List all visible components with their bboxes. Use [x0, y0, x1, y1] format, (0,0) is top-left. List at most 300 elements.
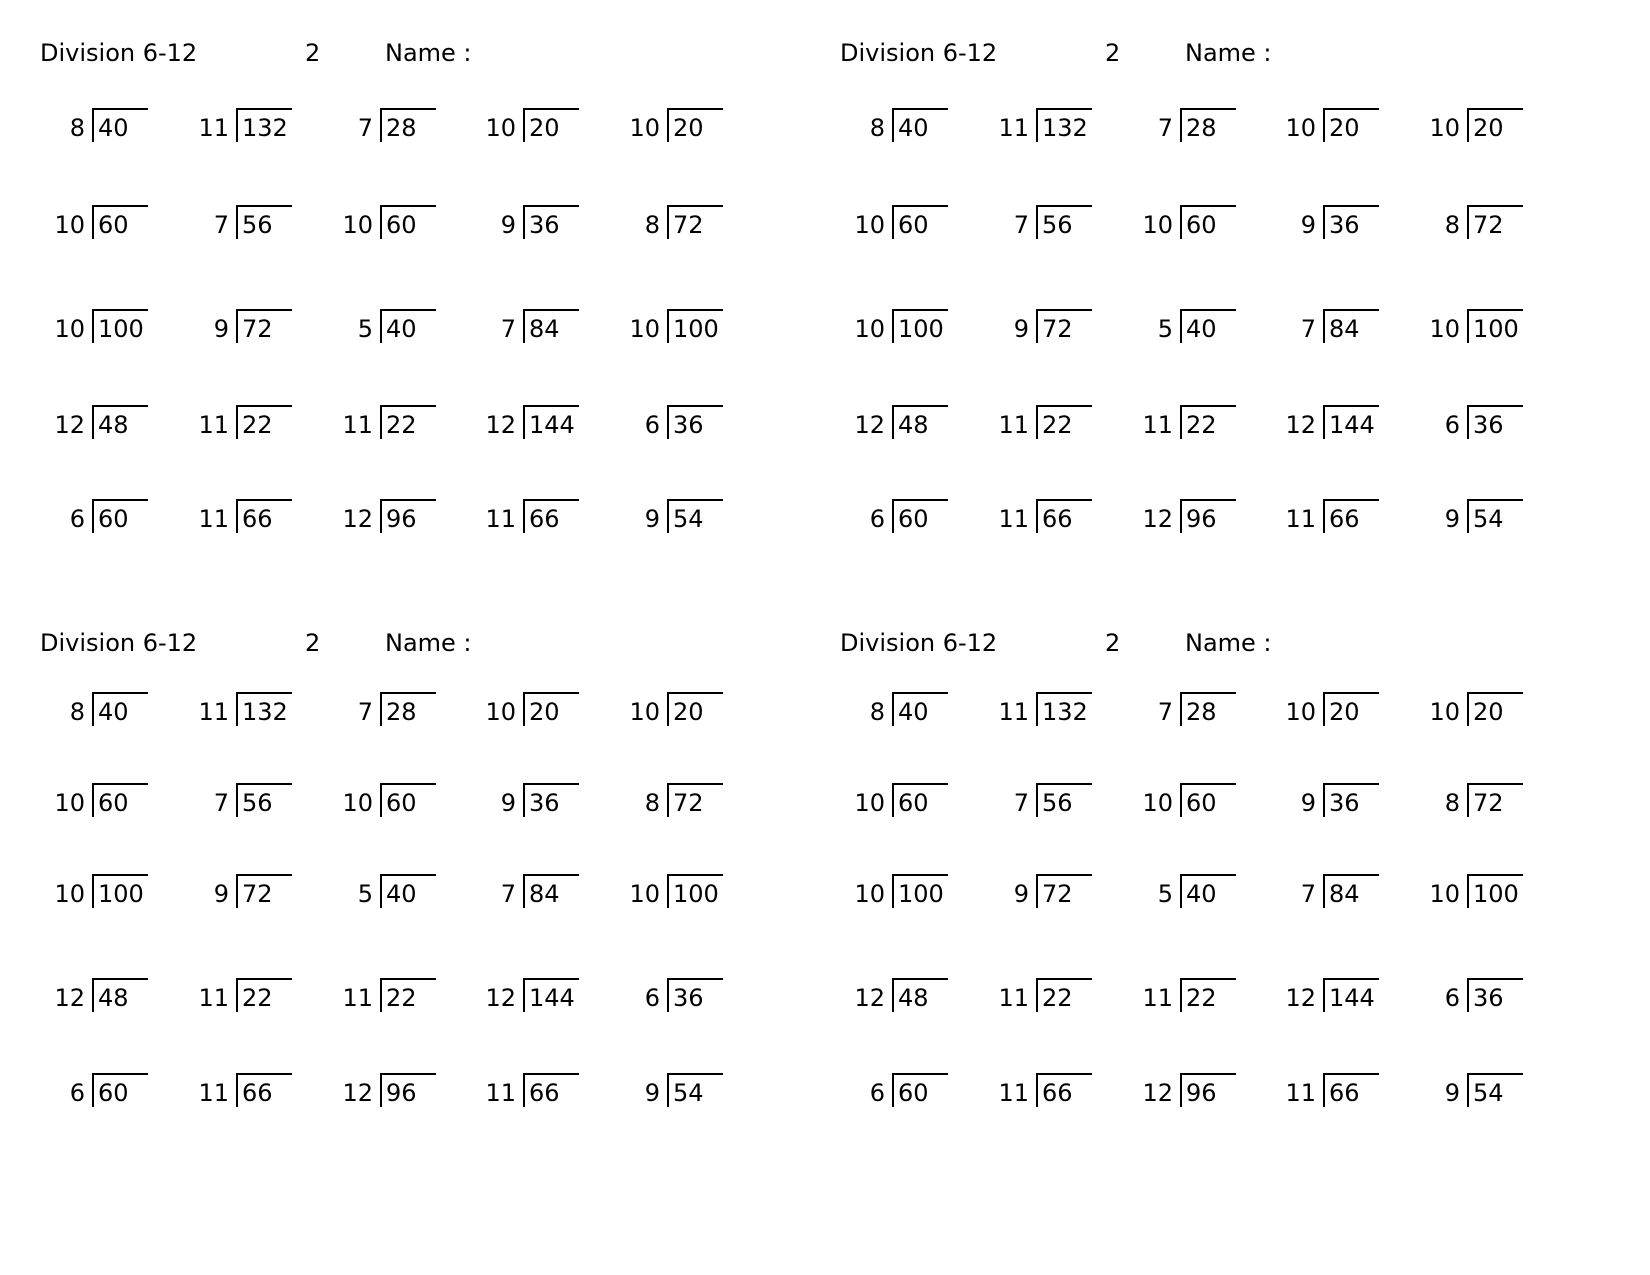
divisor: 7 [1013, 789, 1029, 817]
division-problem [615, 874, 760, 914]
divisor: 12 [342, 1079, 373, 1107]
divisor: 7 [1013, 211, 1029, 239]
dividend: 60 [1186, 211, 1217, 239]
dividend: 48 [98, 411, 129, 439]
divisor: 7 [1157, 698, 1173, 726]
dividend: 22 [1042, 984, 1073, 1012]
dividend: 56 [1042, 211, 1073, 239]
worksheet-title: Division 6-12 [840, 39, 998, 67]
divisor: 8 [644, 211, 660, 239]
division-problem [40, 405, 185, 445]
divisor: 10 [854, 880, 885, 908]
dividend: 100 [673, 315, 719, 343]
dividend: 60 [1186, 789, 1217, 817]
divisor: 11 [1142, 411, 1173, 439]
divisor: 12 [1285, 984, 1316, 1012]
dividend: 96 [1186, 1079, 1217, 1107]
division-problem [1415, 205, 1560, 245]
divisor: 12 [485, 411, 516, 439]
division-problem [328, 1073, 473, 1113]
dividend: 56 [242, 789, 273, 817]
worksheet-title: Division 6-12 [40, 39, 198, 67]
division-problem [1415, 499, 1560, 539]
divisor: 11 [998, 114, 1029, 142]
division-problem [471, 783, 616, 823]
divisor: 10 [342, 789, 373, 817]
dividend: 84 [529, 880, 560, 908]
divisor: 5 [1157, 880, 1173, 908]
divisor: 10 [485, 114, 516, 142]
divisor: 6 [869, 1079, 885, 1107]
divisor: 9 [500, 789, 516, 817]
dividend: 66 [529, 505, 560, 533]
dividend: 144 [529, 984, 575, 1012]
divisor: 6 [69, 1079, 85, 1107]
divisor: 7 [357, 114, 373, 142]
division-problem [184, 874, 329, 914]
division-problem [40, 499, 185, 539]
division-problem [1415, 405, 1560, 445]
division-problem [328, 205, 473, 245]
dividend: 72 [673, 789, 704, 817]
divisor: 6 [1444, 984, 1460, 1012]
division-problem [328, 692, 473, 732]
divisor: 12 [1142, 1079, 1173, 1107]
dividend: 72 [1042, 880, 1073, 908]
division-problem [328, 874, 473, 914]
divisor: 11 [198, 505, 229, 533]
division-problem [471, 108, 616, 148]
divisor: 11 [198, 984, 229, 1012]
division-problem [840, 205, 985, 245]
worksheet-number: 2 [1105, 629, 1121, 657]
division-problem [184, 309, 329, 349]
dividend: 60 [898, 211, 929, 239]
dividend: 20 [529, 114, 560, 142]
dividend: 84 [1329, 315, 1360, 343]
division-problem [840, 309, 985, 349]
divisor: 11 [998, 698, 1029, 726]
division-problem [184, 405, 329, 445]
dividend: 100 [1473, 315, 1519, 343]
divisor: 11 [342, 411, 373, 439]
dividend: 84 [1329, 880, 1360, 908]
dividend: 20 [1329, 114, 1360, 142]
division-problem [984, 692, 1129, 732]
dividend: 66 [1042, 505, 1073, 533]
division-problem [328, 783, 473, 823]
divisor: 7 [1300, 880, 1316, 908]
divisor: 11 [998, 411, 1029, 439]
division-problem [40, 205, 185, 245]
dividend: 28 [386, 114, 417, 142]
division-problem [1271, 783, 1416, 823]
division-problem [1415, 874, 1560, 914]
dividend: 60 [386, 789, 417, 817]
division-problem [984, 405, 1129, 445]
dividend: 72 [673, 211, 704, 239]
divisor: 10 [54, 315, 85, 343]
division-problem [471, 309, 616, 349]
divisor: 10 [1142, 789, 1173, 817]
divisor: 7 [500, 880, 516, 908]
division-problem [1128, 783, 1273, 823]
division-problem [615, 978, 760, 1018]
divisor: 10 [54, 789, 85, 817]
division-problem [1415, 978, 1560, 1018]
division-problem [840, 499, 985, 539]
division-problem [840, 1073, 985, 1113]
dividend: 28 [1186, 114, 1217, 142]
division-problem [840, 874, 985, 914]
dividend: 60 [898, 505, 929, 533]
divisor: 11 [1142, 984, 1173, 1012]
division-problem [471, 405, 616, 445]
divisor: 10 [629, 114, 660, 142]
divisor: 10 [629, 315, 660, 343]
division-problem [328, 108, 473, 148]
dividend: 20 [673, 698, 704, 726]
dividend: 56 [1042, 789, 1073, 817]
divisor: 11 [485, 1079, 516, 1107]
divisor: 9 [213, 880, 229, 908]
dividend: 28 [386, 698, 417, 726]
division-problem [615, 1073, 760, 1113]
dividend: 40 [386, 880, 417, 908]
divisor: 8 [69, 114, 85, 142]
dividend: 96 [1186, 505, 1217, 533]
divisor: 8 [1444, 789, 1460, 817]
dividend: 60 [98, 789, 129, 817]
division-problem [471, 499, 616, 539]
divisor: 12 [1142, 505, 1173, 533]
name-label: Name : [1185, 629, 1272, 657]
dividend: 144 [1329, 411, 1375, 439]
division-problem [40, 783, 185, 823]
division-problem [1415, 1073, 1560, 1113]
name-label: Name : [385, 39, 472, 67]
dividend: 66 [1329, 505, 1360, 533]
dividend: 36 [673, 411, 704, 439]
dividend: 132 [1042, 114, 1088, 142]
dividend: 22 [386, 984, 417, 1012]
dividend: 100 [98, 315, 144, 343]
division-problem [615, 108, 760, 148]
dividend: 66 [242, 505, 273, 533]
division-problem [184, 499, 329, 539]
divisor: 12 [854, 411, 885, 439]
dividend: 40 [1186, 880, 1217, 908]
division-problem [984, 499, 1129, 539]
division-problem [1271, 874, 1416, 914]
divisor: 12 [854, 984, 885, 1012]
division-problem [984, 309, 1129, 349]
dividend: 54 [1473, 1079, 1504, 1107]
divisor: 10 [854, 315, 885, 343]
division-problem [984, 108, 1129, 148]
dividend: 72 [242, 880, 273, 908]
divisor: 10 [1429, 114, 1460, 142]
divisor: 8 [1444, 211, 1460, 239]
divisor: 10 [854, 789, 885, 817]
dividend: 48 [98, 984, 129, 1012]
divisor: 10 [485, 698, 516, 726]
dividend: 22 [386, 411, 417, 439]
divisor: 7 [1300, 315, 1316, 343]
dividend: 66 [242, 1079, 273, 1107]
dividend: 144 [1329, 984, 1375, 1012]
divisor: 10 [1285, 114, 1316, 142]
dividend: 22 [242, 411, 273, 439]
division-problem [1415, 309, 1560, 349]
divisor: 11 [998, 984, 1029, 1012]
dividend: 36 [1329, 789, 1360, 817]
dividend: 40 [386, 315, 417, 343]
division-problem [184, 783, 329, 823]
divisor: 12 [54, 411, 85, 439]
division-problem [615, 783, 760, 823]
divisor: 8 [869, 698, 885, 726]
dividend: 22 [1042, 411, 1073, 439]
dividend: 40 [898, 698, 929, 726]
dividend: 48 [898, 411, 929, 439]
divisor: 9 [213, 315, 229, 343]
division-problem [1271, 108, 1416, 148]
dividend: 54 [1473, 505, 1504, 533]
name-label: Name : [385, 629, 472, 657]
divisor: 11 [485, 505, 516, 533]
divisor: 9 [1444, 1079, 1460, 1107]
division-problem [1128, 205, 1273, 245]
division-problem [1271, 978, 1416, 1018]
division-problem [40, 1073, 185, 1113]
division-problem [184, 978, 329, 1018]
divisor: 11 [1285, 1079, 1316, 1107]
divisor: 6 [1444, 411, 1460, 439]
dividend: 100 [1473, 880, 1519, 908]
divisor: 8 [69, 698, 85, 726]
divisor: 12 [342, 505, 373, 533]
division-problem [184, 205, 329, 245]
dividend: 60 [98, 505, 129, 533]
divisor: 12 [54, 984, 85, 1012]
divisor: 10 [629, 698, 660, 726]
dividend: 54 [673, 1079, 704, 1107]
division-problem [471, 1073, 616, 1113]
divisor: 11 [198, 1079, 229, 1107]
dividend: 72 [1042, 315, 1073, 343]
divisor: 9 [1444, 505, 1460, 533]
dividend: 36 [1473, 411, 1504, 439]
division-problem [615, 309, 760, 349]
worksheet-title: Division 6-12 [40, 629, 198, 657]
division-problem [984, 783, 1129, 823]
division-problem [1271, 1073, 1416, 1113]
dividend: 72 [242, 315, 273, 343]
divisor: 6 [644, 984, 660, 1012]
worksheet-number: 2 [1105, 39, 1121, 67]
dividend: 144 [529, 411, 575, 439]
division-problem [1128, 309, 1273, 349]
divisor: 5 [357, 880, 373, 908]
divisor: 9 [1013, 315, 1029, 343]
dividend: 28 [1186, 698, 1217, 726]
dividend: 22 [242, 984, 273, 1012]
dividend: 48 [898, 984, 929, 1012]
division-problem [984, 205, 1129, 245]
divisor: 8 [644, 789, 660, 817]
division-problem [1271, 309, 1416, 349]
division-problem [328, 405, 473, 445]
dividend: 56 [242, 211, 273, 239]
dividend: 36 [1473, 984, 1504, 1012]
dividend: 100 [673, 880, 719, 908]
divisor: 9 [644, 1079, 660, 1107]
divisor: 10 [1429, 698, 1460, 726]
division-problem [840, 405, 985, 445]
divisor: 10 [629, 880, 660, 908]
dividend: 54 [673, 505, 704, 533]
dividend: 22 [1186, 984, 1217, 1012]
division-problem [1271, 205, 1416, 245]
dividend: 36 [529, 211, 560, 239]
dividend: 40 [98, 114, 129, 142]
division-problem [615, 692, 760, 732]
divisor: 11 [998, 1079, 1029, 1107]
dividend: 40 [98, 698, 129, 726]
divisor: 10 [54, 211, 85, 239]
dividend: 60 [898, 789, 929, 817]
division-problem [328, 309, 473, 349]
dividend: 36 [529, 789, 560, 817]
division-problem [1128, 108, 1273, 148]
divisor: 11 [998, 505, 1029, 533]
divisor: 12 [485, 984, 516, 1012]
division-problem [40, 692, 185, 732]
dividend: 66 [1042, 1079, 1073, 1107]
divisor: 10 [854, 211, 885, 239]
divisor: 6 [69, 505, 85, 533]
divisor: 9 [1300, 789, 1316, 817]
division-problem [984, 1073, 1129, 1113]
divisor: 11 [198, 114, 229, 142]
divisor: 11 [1285, 505, 1316, 533]
divisor: 6 [869, 505, 885, 533]
worksheet-number: 2 [305, 629, 321, 657]
division-problem [1415, 783, 1560, 823]
division-problem [40, 978, 185, 1018]
division-problem [1128, 692, 1273, 732]
dividend: 72 [1473, 211, 1504, 239]
divisor: 7 [1157, 114, 1173, 142]
dividend: 60 [98, 211, 129, 239]
divisor: 7 [213, 211, 229, 239]
division-problem [1271, 405, 1416, 445]
division-problem [1415, 692, 1560, 732]
division-problem [184, 1073, 329, 1113]
divisor: 11 [198, 411, 229, 439]
dividend: 20 [673, 114, 704, 142]
dividend: 60 [898, 1079, 929, 1107]
division-problem [615, 405, 760, 445]
divisor: 7 [357, 698, 373, 726]
division-problem [184, 692, 329, 732]
dividend: 96 [386, 505, 417, 533]
dividend: 132 [242, 114, 288, 142]
division-problem [40, 309, 185, 349]
divisor: 10 [1429, 880, 1460, 908]
dividend: 20 [1329, 698, 1360, 726]
division-problem [840, 783, 985, 823]
divisor: 11 [342, 984, 373, 1012]
division-problem [1128, 874, 1273, 914]
dividend: 100 [98, 880, 144, 908]
dividend: 72 [1473, 789, 1504, 817]
division-problem [1128, 405, 1273, 445]
divisor: 10 [1285, 698, 1316, 726]
dividend: 132 [1042, 698, 1088, 726]
dividend: 60 [386, 211, 417, 239]
dividend: 60 [98, 1079, 129, 1107]
dividend: 20 [1473, 114, 1504, 142]
division-problem [840, 108, 985, 148]
division-problem [1128, 978, 1273, 1018]
division-problem [328, 978, 473, 1018]
divisor: 12 [1285, 411, 1316, 439]
division-problem [328, 499, 473, 539]
division-problem [984, 874, 1129, 914]
dividend: 132 [242, 698, 288, 726]
divisor: 6 [644, 411, 660, 439]
divisor: 10 [1142, 211, 1173, 239]
worksheet-number: 2 [305, 39, 321, 67]
division-problem [840, 978, 985, 1018]
dividend: 22 [1186, 411, 1217, 439]
divisor: 7 [213, 789, 229, 817]
division-problem [1128, 1073, 1273, 1113]
division-problem [471, 978, 616, 1018]
divisor: 10 [342, 211, 373, 239]
division-problem [840, 692, 985, 732]
division-problem [1128, 499, 1273, 539]
dividend: 66 [529, 1079, 560, 1107]
divisor: 9 [644, 505, 660, 533]
divisor: 8 [869, 114, 885, 142]
divisor: 10 [54, 880, 85, 908]
divisor: 7 [500, 315, 516, 343]
divisor: 5 [1157, 315, 1173, 343]
division-problem [471, 692, 616, 732]
division-problem [1415, 108, 1560, 148]
division-problem [40, 108, 185, 148]
dividend: 20 [1473, 698, 1504, 726]
division-problem [1271, 692, 1416, 732]
dividend: 36 [1329, 211, 1360, 239]
divisor: 11 [198, 698, 229, 726]
dividend: 100 [898, 880, 944, 908]
division-problem [1271, 499, 1416, 539]
divisor: 9 [1013, 880, 1029, 908]
divisor: 10 [1429, 315, 1460, 343]
division-problem [984, 978, 1129, 1018]
division-problem [471, 205, 616, 245]
divisor: 9 [500, 211, 516, 239]
dividend: 36 [673, 984, 704, 1012]
division-problem [615, 205, 760, 245]
dividend: 96 [386, 1079, 417, 1107]
worksheet-title: Division 6-12 [840, 629, 998, 657]
division-problem [471, 874, 616, 914]
